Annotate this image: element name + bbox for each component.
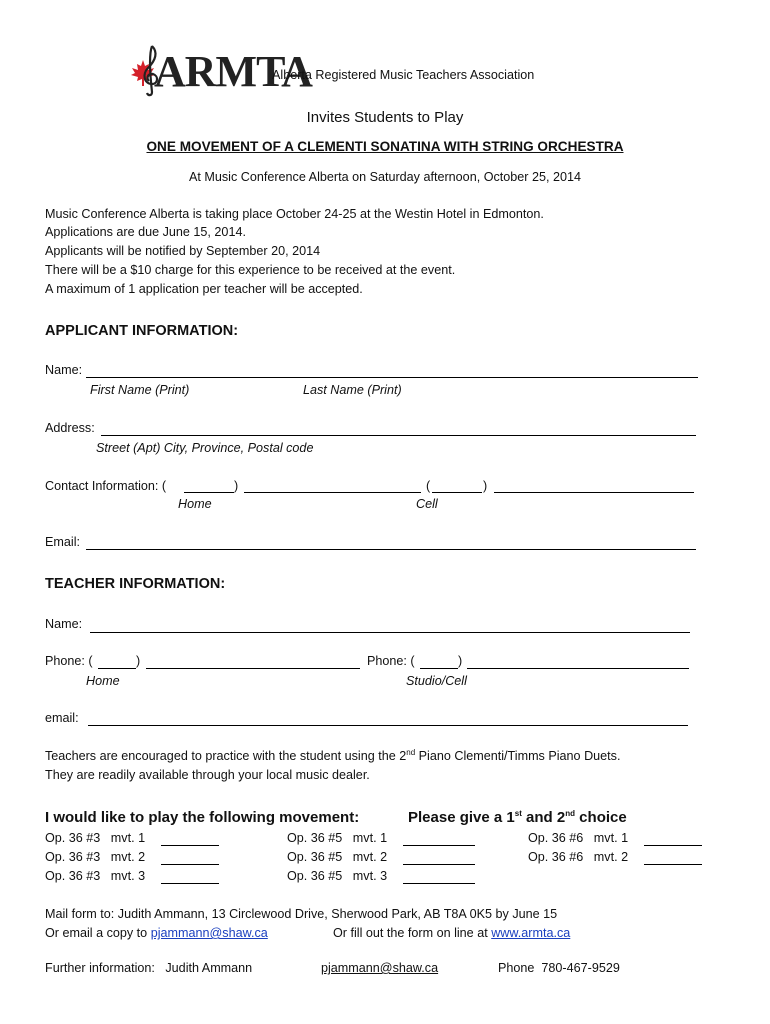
movement-option: Op. 36 #3 mvt. 3 (45, 869, 146, 883)
paren-open: ( (426, 479, 431, 493)
applicant-name-field[interactable] (86, 377, 698, 378)
encourage-line-1 (45, 749, 620, 763)
last-name-hint: Last Name (Print) (303, 383, 402, 397)
choice-text-c: choice (575, 809, 627, 826)
movement-option: Op. 36 #5 mvt. 3 (287, 869, 388, 883)
movement-choice-field[interactable] (403, 883, 475, 884)
choice-heading (408, 809, 627, 826)
invites-heading: Invites Students to Play (306, 109, 464, 126)
home-phone-field[interactable] (244, 492, 421, 493)
movement-choice-field[interactable] (644, 845, 702, 846)
cell-phone-field[interactable] (494, 492, 694, 493)
applicant-email-label: Email: (45, 535, 80, 549)
applicant-heading: APPLICANT INFORMATION: (45, 323, 239, 339)
paren-close: ) (234, 479, 239, 493)
choice-sup-2: nd (565, 809, 576, 818)
teacher-email-label: email: (45, 711, 79, 725)
teacher-phone-label: Phone: ( (45, 654, 93, 668)
movement-heading: I would like to play the following movement: (45, 809, 360, 826)
logo-text: ARMTA (154, 47, 312, 96)
address-field[interactable] (101, 435, 696, 436)
teacher-home-area-field[interactable] (98, 668, 136, 669)
info-line: Applicants will be notified by September 20, 2014 (45, 244, 321, 258)
info-line: There will be a $10 charge for this experience to be received at the event. (45, 263, 456, 277)
teacher-name-label: Name: (45, 617, 83, 631)
movement-option: Op. 36 #6 mvt. 2 (528, 850, 629, 864)
teacher-heading: TEACHER INFORMATION: (45, 576, 226, 592)
contact-label: Contact Information: ( (45, 479, 167, 493)
contact-phone: Phone 780-467-9529 (498, 961, 620, 975)
event-subtitle: At Music Conference Alberta on Saturday afternoon, October 25, 2014 (188, 170, 582, 184)
further-info: Further information: Judith Ammann (45, 961, 253, 975)
teacher-studio-phone-field[interactable] (467, 668, 689, 669)
encourage-text-a: Teachers are encouraged to practice with the student using the 2 (45, 749, 407, 763)
cell-hint: Cell (416, 497, 438, 511)
fill-online-text: Or fill out the form on line at (333, 926, 492, 940)
info-line: A maximum of 1 application per teacher will be accepted. (45, 282, 363, 296)
info-line: Music Conference Alberta is taking place October 24-25 at the Westin Hotel in Edmonton. (45, 207, 544, 221)
address-hint: Street (Apt) City, Province, Postal code (96, 441, 314, 455)
cell-area-code-field[interactable] (432, 492, 482, 493)
paren-close: ) (136, 654, 141, 668)
first-name-hint: First Name (Print) (90, 383, 190, 397)
applicant-name-label: Name: (45, 363, 83, 377)
paren-close: ) (458, 654, 463, 668)
teacher-email-field[interactable] (88, 725, 688, 726)
email-copy-line (45, 926, 268, 940)
movement-option: Op. 36 #6 mvt. 1 (528, 831, 629, 845)
paren-close: ) (483, 479, 488, 493)
website-link[interactable]: www.armta.ca (491, 926, 571, 940)
address-label: Address: (45, 421, 95, 435)
home-area-code-field[interactable] (184, 492, 234, 493)
movement-option: Op. 36 #3 mvt. 2 (45, 850, 146, 864)
teacher-phone2-label: Phone: ( (367, 654, 415, 668)
mail-line: Mail form to: Judith Ammann, 13 Circlewood Drive, Sherwood Park, AB T8A 0K5 by June 15 (45, 907, 558, 921)
encourage-line-2: They are readily available through your local music dealer. (45, 768, 370, 782)
logo (128, 42, 312, 100)
movement-choice-field[interactable] (644, 864, 702, 865)
teacher-studio-area-field[interactable] (420, 668, 458, 669)
teacher-home-hint: Home (86, 674, 120, 688)
choice-text-a: Please give a 1 (408, 809, 515, 826)
further-email[interactable]: pjammann@shaw.ca (321, 961, 439, 975)
choice-sup-1: st (514, 809, 522, 818)
teacher-name-field[interactable] (90, 632, 690, 633)
email-copy-text: Or email a copy to (45, 926, 151, 940)
movement-choice-field[interactable] (161, 864, 219, 865)
encourage-sup: nd (406, 747, 416, 757)
teacher-studio-hint: Studio/Cell (406, 674, 467, 688)
encourage-text-b: Piano Clementi/Timms Piano Duets. (415, 749, 621, 763)
movement-option: Op. 36 #5 mvt. 2 (287, 850, 388, 864)
teacher-home-phone-field[interactable] (146, 668, 360, 669)
movement-choice-field[interactable] (161, 883, 219, 884)
movement-choice-field[interactable] (161, 845, 219, 846)
info-line: Applications are due June 15, 2014. (45, 225, 246, 239)
movement-option: Op. 36 #5 mvt. 1 (287, 831, 388, 845)
home-hint: Home (178, 497, 212, 511)
choice-text-b: and 2 (521, 809, 566, 826)
applicant-email-field[interactable] (86, 549, 696, 550)
main-title: ONE MOVEMENT OF A CLEMENTI SONATINA WITH STRING ORCHESTRA (146, 139, 624, 154)
movement-choice-field[interactable] (403, 864, 475, 865)
movement-choice-field[interactable] (403, 845, 475, 846)
email-link[interactable]: pjammann@shaw.ca (150, 926, 268, 940)
movement-option: Op. 36 #3 mvt. 1 (45, 831, 146, 845)
org-name: Alberta Registered Music Teachers Association (272, 68, 535, 82)
fill-online-line (333, 926, 570, 940)
